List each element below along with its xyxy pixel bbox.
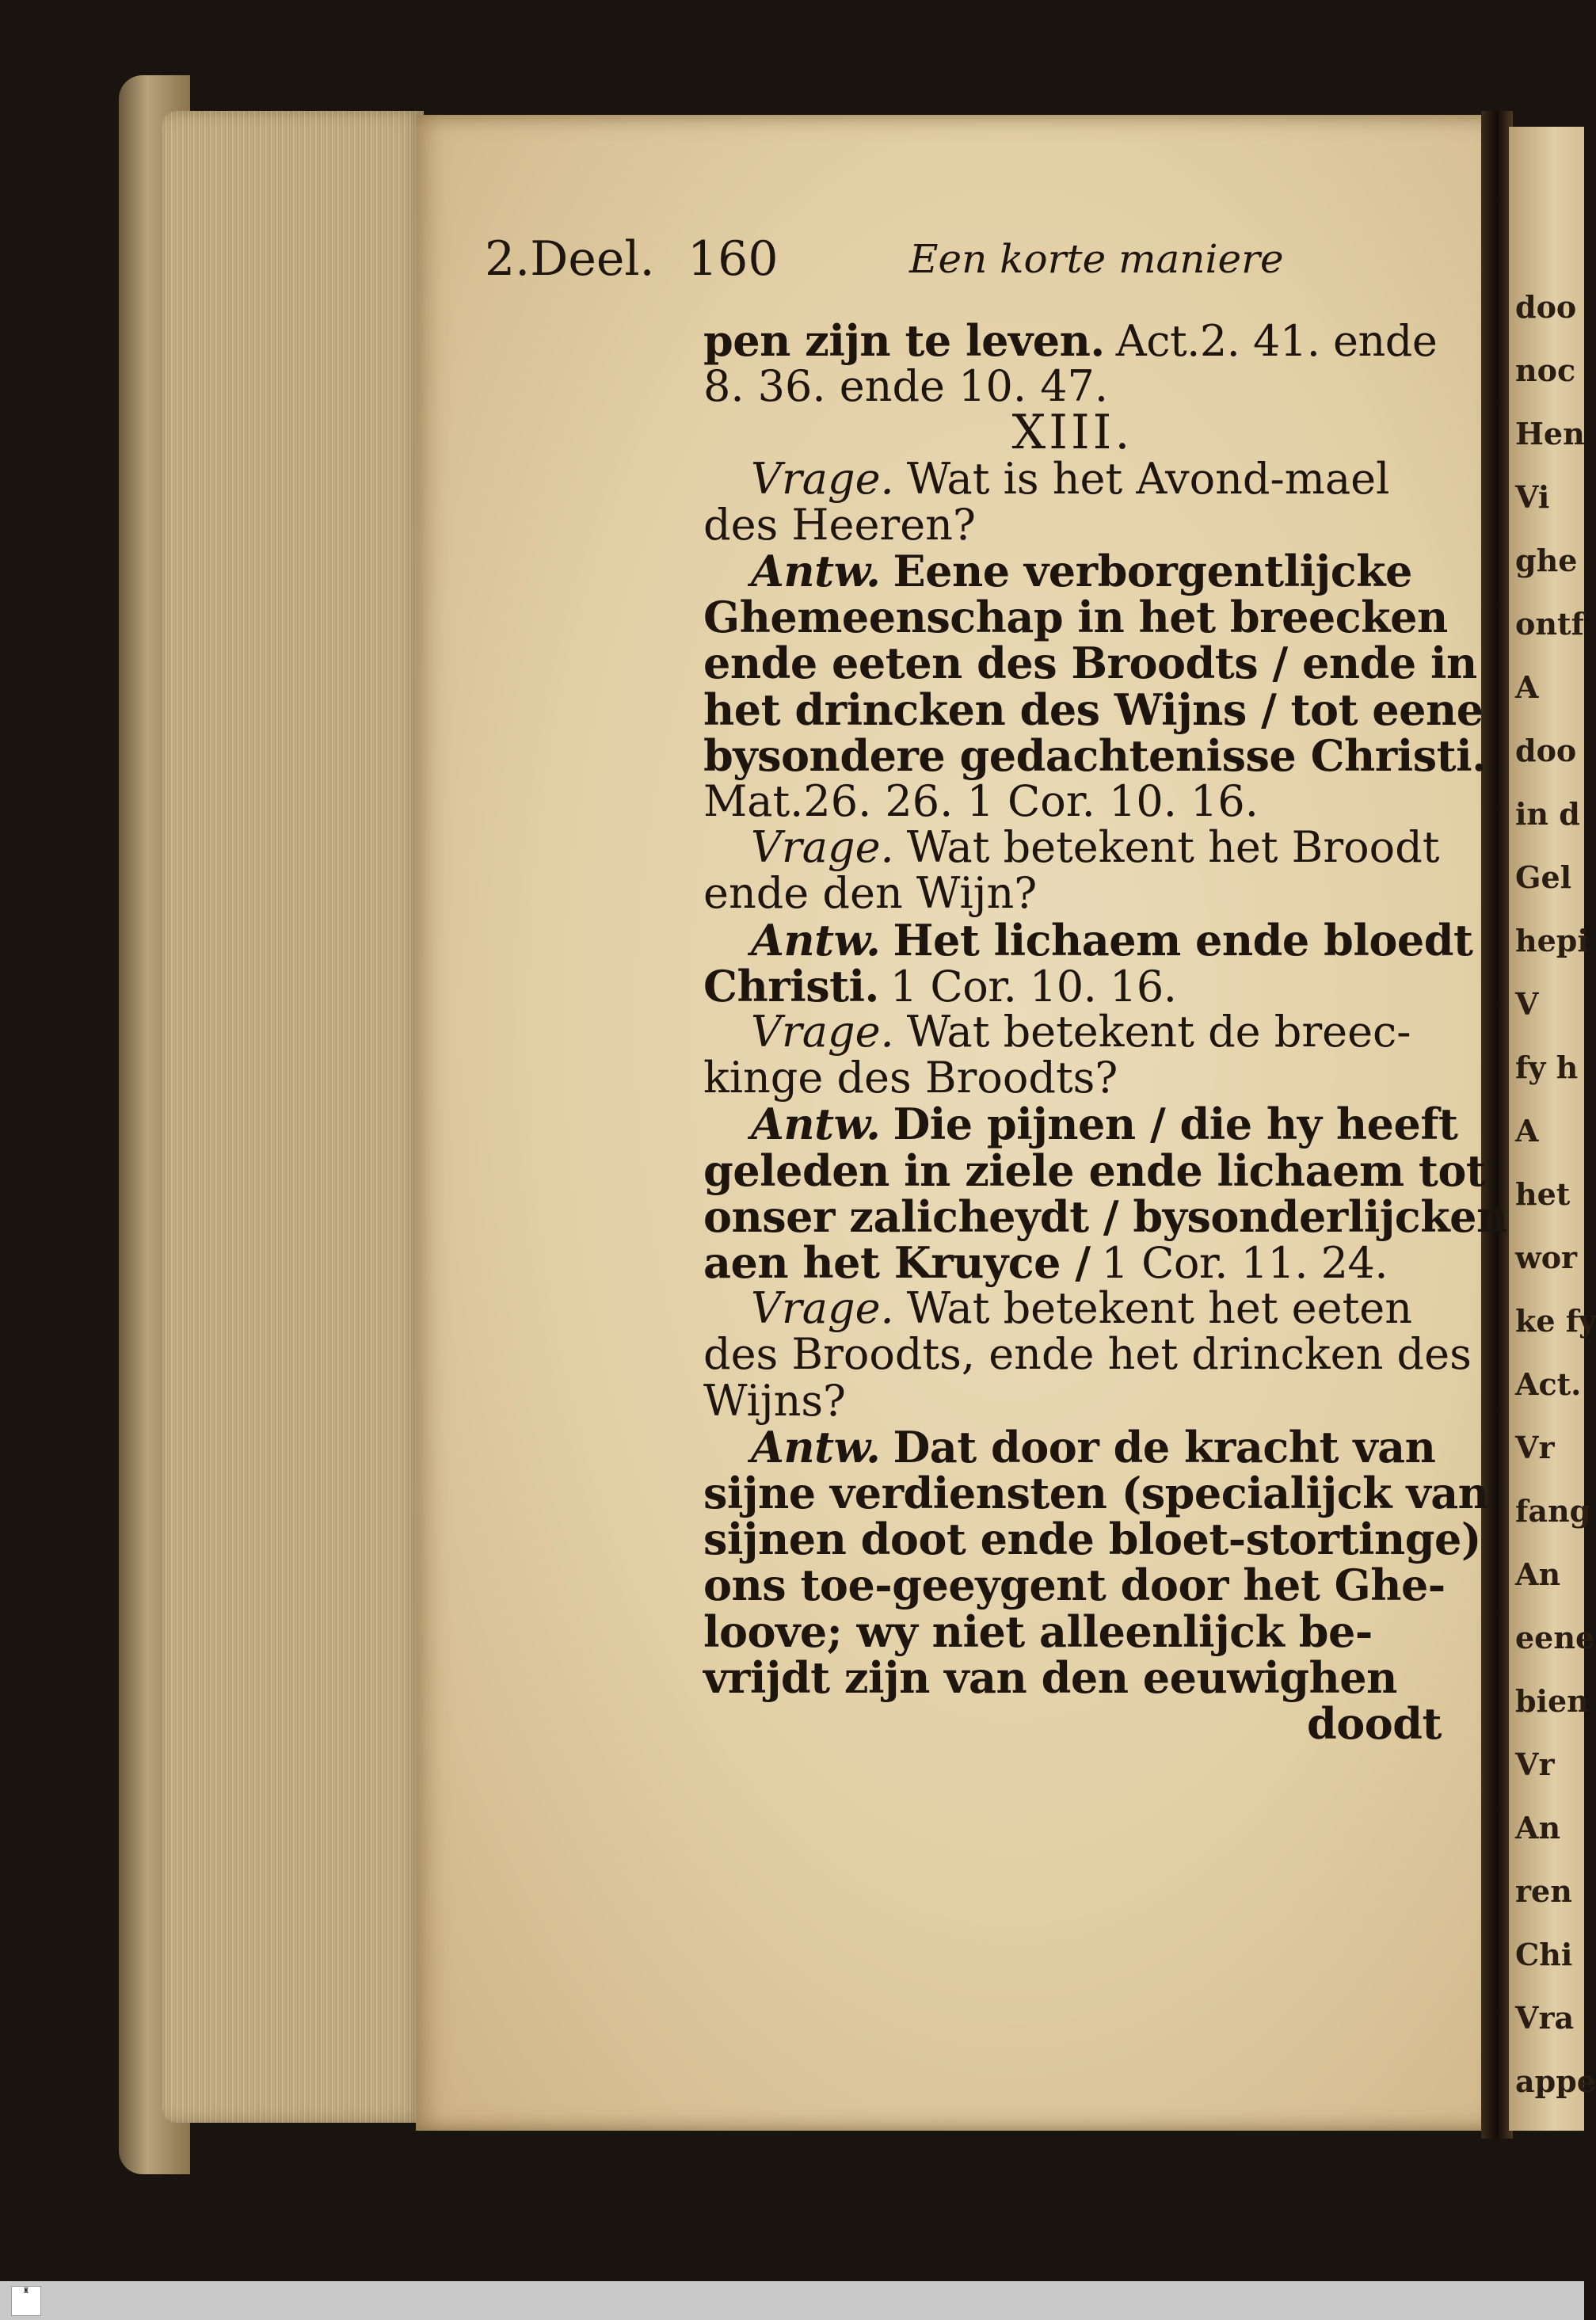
facing-page-fragment: An	[1515, 1556, 1561, 1592]
facing-page-fragment: Chi	[1515, 1937, 1573, 1972]
running-title: Een korte maniere	[909, 236, 1284, 282]
facing-page-fragment: het	[1515, 1176, 1571, 1212]
line-text: het drincken des Wijns / tot eene	[703, 684, 1484, 735]
line-text: Die pijnen / die hy heeft	[893, 1099, 1458, 1149]
facing-page-fragment: Vi	[1515, 479, 1550, 515]
line-text: Eene verborgentlijcke	[893, 546, 1412, 596]
viewer-bottom-bar	[0, 2281, 1584, 2320]
line-text: vrijdt zijn van den eeuwighen	[703, 1652, 1397, 1703]
line-text: Wat betekent het Broodt	[906, 822, 1440, 872]
facing-page-fragment: bien	[1515, 1683, 1589, 1719]
facing-page-fragment: An	[1515, 1810, 1561, 1846]
facing-page-fragment: eene	[1515, 1620, 1595, 1655]
line-text: Christi.	[703, 961, 879, 1011]
line-text: ende eeten des Broodts / ende in	[703, 638, 1477, 688]
line-text: loove; wy niet alleenlijck be-	[703, 1606, 1373, 1657]
answer-label: Antw.	[751, 915, 881, 966]
answer-label: Antw.	[751, 546, 881, 596]
library-logo-icon: ♜	[11, 2286, 41, 2316]
line-text: Ghemeenschap in het breecken	[703, 592, 1448, 642]
facing-page-fragment: ghe	[1515, 543, 1578, 578]
line-text: ons toe-geeygent door het Ghe-	[703, 1560, 1446, 1610]
line-text: Wat is het Avond-mael	[906, 454, 1390, 504]
line-text: Wat betekent het eeten	[906, 1283, 1413, 1333]
part-label: 2.Deel.	[485, 231, 655, 287]
scripture-reference: 1 Cor. 11. 24.	[1101, 1238, 1388, 1288]
facing-page-fragment: appe	[1515, 2063, 1596, 2099]
line-text: onser zalicheydt / bysonderlijcken	[703, 1191, 1507, 1242]
line-text: kinge des Broodts?	[703, 1053, 1118, 1103]
facing-page-fragment: ontf	[1515, 606, 1584, 642]
facing-page-fragment: fy h	[1515, 1050, 1579, 1085]
facing-page-fragment: ren	[1515, 1873, 1572, 1909]
line-text: Het lichaem ende bloedt	[893, 915, 1473, 966]
page-number: 160	[688, 231, 779, 287]
facing-page-fragment: fang	[1515, 1493, 1591, 1529]
facing-page-fragment: wor	[1515, 1240, 1578, 1275]
line-text: aen het Kruyce /	[703, 1237, 1091, 1288]
facing-page-fragment: hepi	[1515, 923, 1589, 958]
line-text: pen zijn te leven.	[703, 315, 1105, 366]
line-text: geleden in ziele ende lichaem tot	[703, 1145, 1486, 1196]
question-label: Vrage.	[751, 822, 894, 872]
line-text: Mat.26. 26. 1 Cor. 10. 16.	[703, 776, 1259, 826]
facing-page-fragment: A	[1515, 1113, 1539, 1149]
answer-label: Antw.	[751, 1099, 881, 1149]
catchword: doodt	[1307, 1698, 1442, 1749]
facing-page-fragment: Vra	[1515, 2000, 1575, 2036]
facing-page-fragment: V	[1515, 986, 1539, 1022]
facing-page-fragment: doo	[1515, 733, 1577, 768]
book-gutter	[1481, 111, 1513, 2139]
question-label: Vrage.	[751, 1283, 894, 1333]
facing-page	[1509, 127, 1596, 2131]
facing-page-fragment: Act.	[1515, 1366, 1582, 1402]
facing-page-fragment: A	[1515, 669, 1539, 705]
line-text: Wijns?	[703, 1376, 847, 1426]
facing-page-fragment: Vr	[1515, 1747, 1555, 1782]
line-text: des Broodts, ende het drincken des	[703, 1329, 1472, 1379]
question-label: Vrage.	[751, 1007, 894, 1057]
line-text: Wat betekent de breec-	[906, 1007, 1411, 1057]
scripture-reference: 1 Cor. 10. 16.	[889, 962, 1177, 1011]
line-text: sijne verdiensten (specialijck van	[703, 1468, 1489, 1518]
line-text: ende den Wijn?	[703, 868, 1038, 918]
line-text: des Heeren?	[703, 500, 976, 550]
line-text: sijnen doot ende bloet-stortinge)	[703, 1514, 1481, 1564]
line-text: Dat door de kracht van	[893, 1422, 1436, 1472]
facing-page-fragment: ke fy	[1515, 1303, 1596, 1339]
page-edges	[162, 111, 424, 2123]
facing-page-fragment: Vr	[1515, 1430, 1555, 1465]
facing-page-fragment: doo	[1515, 289, 1577, 325]
facing-page-fragment: noc	[1515, 352, 1576, 388]
line-text: bysondere gedachtenisse Christi.	[703, 730, 1487, 781]
facing-page-fragment: Hen	[1515, 416, 1585, 451]
facing-page-fragment: Gel	[1515, 859, 1572, 895]
scripture-reference: Act.2. 41. ende	[1115, 316, 1438, 366]
line-text: XIII.	[1011, 405, 1133, 460]
line-text: 8. 36. ende 10. 47.	[703, 361, 1109, 411]
facing-page-fragment: in d	[1515, 796, 1580, 832]
answer-label: Antw.	[751, 1422, 881, 1472]
question-label: Vrage.	[751, 454, 894, 504]
